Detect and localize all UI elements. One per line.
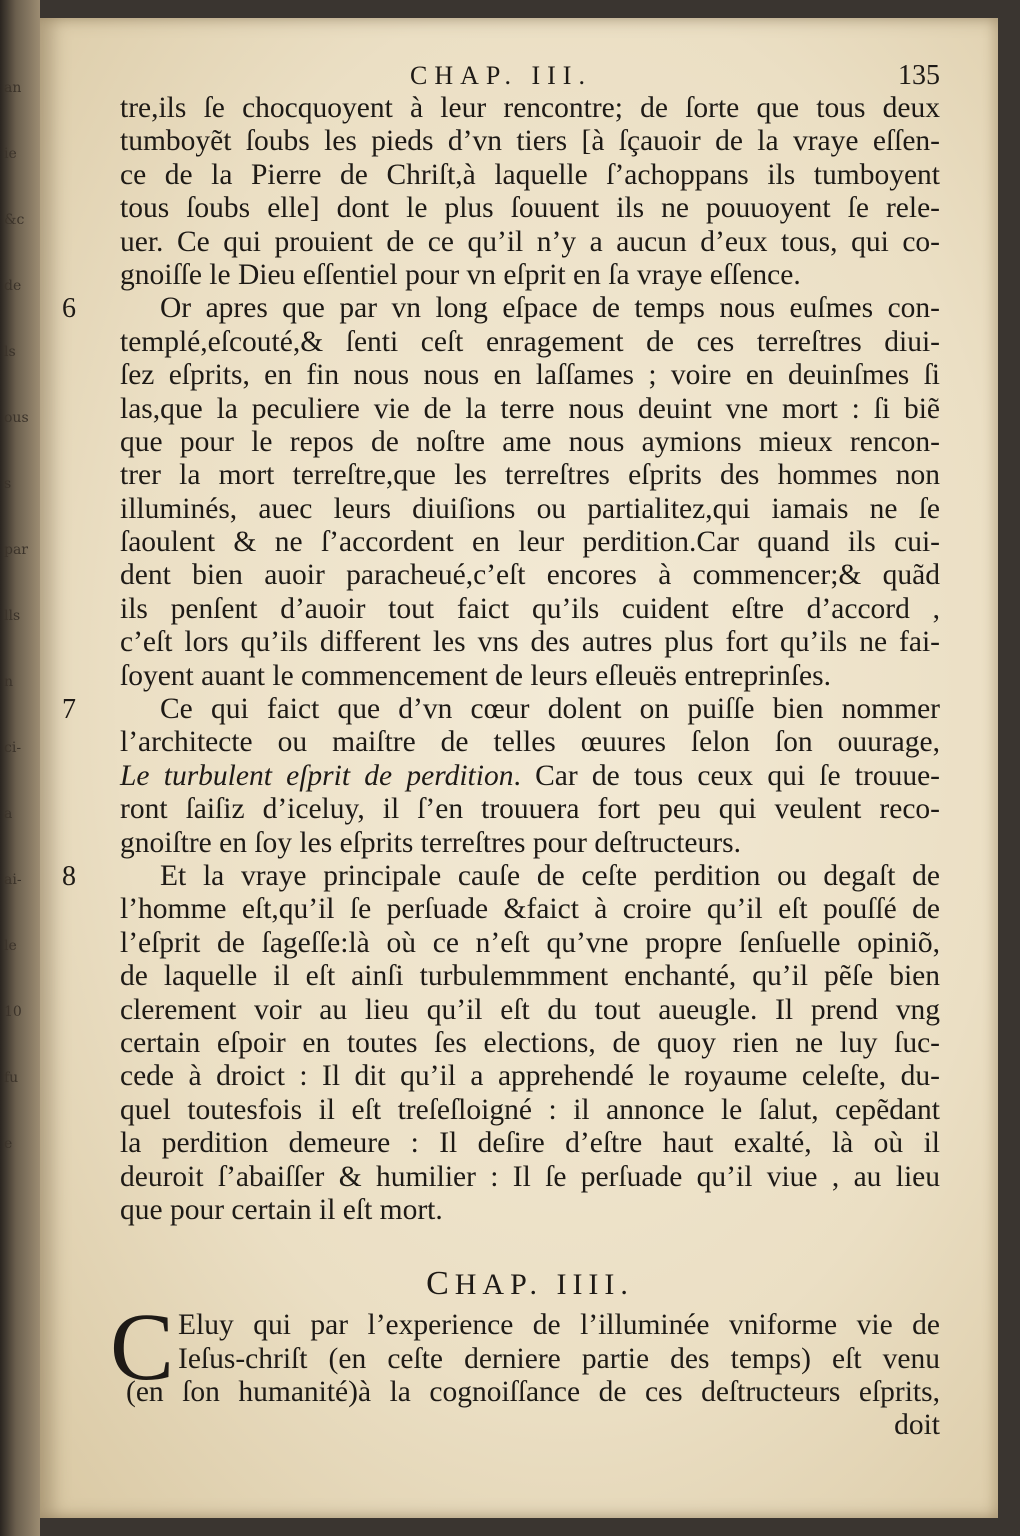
text-line <box>120 559 940 592</box>
edge-mark: e <box>4 1136 13 1152</box>
edge-mark: le <box>4 938 17 954</box>
line-text: clerement voir au lieu qu’il eſt du tout aueugle. Il prend vng <box>120 993 940 1026</box>
edge-mark: ls <box>4 344 16 360</box>
text-line <box>120 793 940 826</box>
line-text: gnoiſſe le Dieu eſſentiel pour vn eſprit en ſa vraye eſſence. <box>120 258 801 291</box>
line-text: ils penſent d’auoir tout faict qu’ils cuident eſtre d’accord , <box>120 592 940 625</box>
edge-mark: ai- <box>4 872 22 888</box>
line-text: las,que la peculiere vie de la terre nous deuint vne mort : ſi biẽ <box>120 392 940 425</box>
line-text: l’homme eſt,qu’il ſe perſuade &faict à croire qu’il eſt pouſſé de <box>120 893 940 926</box>
line-text: c’eſt lors qu’ils different les vns des autres plus fort qu’ils ne fai- <box>120 626 940 659</box>
line-text: illuminés, auec leurs diuiſions ou partialitez,qui iamais ne ſe <box>120 492 940 525</box>
text-line <box>120 159 940 192</box>
line-text: Ce qui faict que d’vn cœur dolent on puiſſe bien nommer <box>160 693 940 726</box>
chapter-4-line: (en ſon humanité)à la cognoiſſance de ces deſtructeurs eſprits, <box>126 1376 940 1409</box>
text-line <box>120 493 940 526</box>
text-line <box>120 459 940 492</box>
edge-mark: an <box>4 80 22 96</box>
verse-number: 8 <box>62 860 76 892</box>
text-line <box>120 994 940 1027</box>
line-text: ront ſaiſiz d’iceluy, il ſ’en trouuera fort peu qui veulent reco- <box>120 793 940 826</box>
text-line <box>62 693 940 726</box>
line-text: uer. Ce qui prouient de ce qu’il n’y a aucun d’eux tous, qui co- <box>120 225 940 258</box>
text-line <box>120 827 940 860</box>
line-text: dent bien auoir paracheué,c’eſt encores à commencer;& quãd <box>120 559 940 592</box>
line-text: ſaoulent & ne ſ’accordent en leur perdition.Car quand ils cui- <box>120 526 940 559</box>
edge-mark: a <box>4 806 13 822</box>
line-text: que pour certain il eſt mort. <box>120 1193 443 1226</box>
text-line <box>120 593 940 626</box>
book-edge <box>0 0 40 1536</box>
line-text: certain eſpoir en toutes ſes elections, de quoy rien ne luy ſuc- <box>120 1026 940 1059</box>
chapter-4-heading-rest: HAP. IIII. <box>454 1268 634 1302</box>
verse-number: 7 <box>62 694 76 726</box>
text-line <box>120 192 940 225</box>
line-text: tre,ils ſe chocquoyent à leur rencontre; de ſorte que tous deux <box>120 92 940 124</box>
line-text: ce de la Pierre de Chriſt,à laquelle ſ’achoppans ils tumboyent <box>120 158 940 191</box>
text-line <box>120 626 940 659</box>
text-line <box>120 1161 940 1194</box>
text-line <box>120 1094 940 1127</box>
text-line <box>62 859 940 893</box>
drop-cap: C <box>110 1293 175 1401</box>
text-line <box>120 1060 940 1093</box>
line-text: tumboyẽt ſoubs les pieds d’vn tiers [à ſçauoir de la vraye eſſen- <box>120 125 940 158</box>
text-line <box>120 259 940 292</box>
text-line <box>120 726 940 759</box>
text-line <box>120 92 940 125</box>
text-line <box>120 960 940 993</box>
line-text: Et la vraye principale cauſe de ceſte perdition ou degaſt de <box>160 859 940 892</box>
folio-number: 135 <box>898 60 940 91</box>
italic-phrase: Le turbulent eſprit de perdition <box>120 759 514 792</box>
text-line <box>120 893 940 926</box>
text-line <box>62 292 940 325</box>
edge-mark: par <box>4 542 29 558</box>
running-head <box>120 60 940 92</box>
line-text: que pour le repos de noſtre ame nous aymions mieux rencon- <box>120 425 940 458</box>
edge-mark: ci- <box>4 740 22 756</box>
text-line <box>120 326 940 359</box>
line-text: l’eſprit de ſageſſe:là où ce n’eſt qu’vne propre ſenſuelle opiniõ, <box>120 926 940 959</box>
line-text: ſoyent auant le commencement de leurs eſleuës entreprinſes. <box>120 659 831 692</box>
catchword: doit <box>894 1409 940 1442</box>
line-text: la perdition demeure : Il deſire d’eſtre haut exalté, là où il <box>120 1127 940 1160</box>
line-text: deuroit ſ’abaiſſer & humilier : Il ſe perſuade qu’il viue , au lieu <box>120 1160 940 1193</box>
text-line <box>120 760 940 793</box>
line-text: tous ſoubs elle] dont le plus ſouuent ils ne pouuoyent ſe rele- <box>120 192 940 225</box>
line-text: quel toutesfois il eſt treſeſloigné : il annonce le ſalut, cepẽdant <box>120 1093 940 1126</box>
text-line <box>120 226 940 259</box>
chapter-3-body <box>62 92 940 1227</box>
line-text: gnoiſtre en ſoy les eſprits terreſtres pour deſtructeurs. <box>120 826 741 859</box>
running-head-chapter: CHAP. III. <box>410 61 592 90</box>
chapter-4-line: Ieſus-chriſt (en ceſte derniere partie des temps) eſt venu <box>178 1342 940 1375</box>
chapter-4-opening <box>110 1293 940 1409</box>
text-line <box>120 526 940 559</box>
edge-mark: &c <box>4 212 25 228</box>
edge-mark: ie <box>4 146 17 162</box>
edge-mark: n <box>4 674 14 690</box>
text-line <box>120 359 940 392</box>
line-text: l’architecte ou maiſtre de telles œuures ſelon ſon ouurage, <box>120 726 940 759</box>
line-text: trer la mort terreſtre,que les terreſtres eſprits des hommes non <box>120 459 940 492</box>
text-line <box>120 1127 940 1160</box>
text-line <box>120 1194 940 1227</box>
chapter-4-heading-initial: C <box>426 1265 455 1303</box>
text-line <box>120 1027 940 1060</box>
text-line <box>120 426 940 459</box>
text-line <box>120 125 940 158</box>
edge-mark: 10 <box>4 1004 22 1020</box>
text-line <box>120 660 940 693</box>
line-text: cede à droict : Il dit qu’il a apprehendé le royaume celeſte, du- <box>120 1060 940 1093</box>
edge-mark: lls <box>4 608 21 624</box>
line-text: . Car de tous ceux qui ſe trouue- <box>513 759 940 792</box>
line-text: templé,eſcouté,& ſenti ceſt enragement de ces terreſtres diui- <box>120 325 940 358</box>
edge-mark: fu <box>4 1070 19 1086</box>
line-text: Or apres que par vn long eſpace de temps nous euſmes con- <box>160 292 940 325</box>
edge-mark: ous <box>4 410 29 426</box>
chapter-4-heading <box>120 1265 940 1309</box>
text-line <box>120 393 940 426</box>
edge-mark: s <box>4 476 12 492</box>
edge-mark: de <box>4 278 22 294</box>
line-text: de laquelle il eſt ainſi turbulemmment enchanté, qu’il pẽſe bien <box>120 960 940 993</box>
verse-number: 6 <box>62 293 76 325</box>
line-text: ſez eſprits, en fin nous nous en laſſames ; voire en deuinſmes ſi <box>120 359 940 392</box>
text-block <box>62 60 940 1442</box>
chapter-4-line: Eluy qui par l’experience de l’illuminée vniforme vie de <box>178 1309 940 1342</box>
book-page <box>40 18 998 1518</box>
text-line <box>120 927 940 960</box>
